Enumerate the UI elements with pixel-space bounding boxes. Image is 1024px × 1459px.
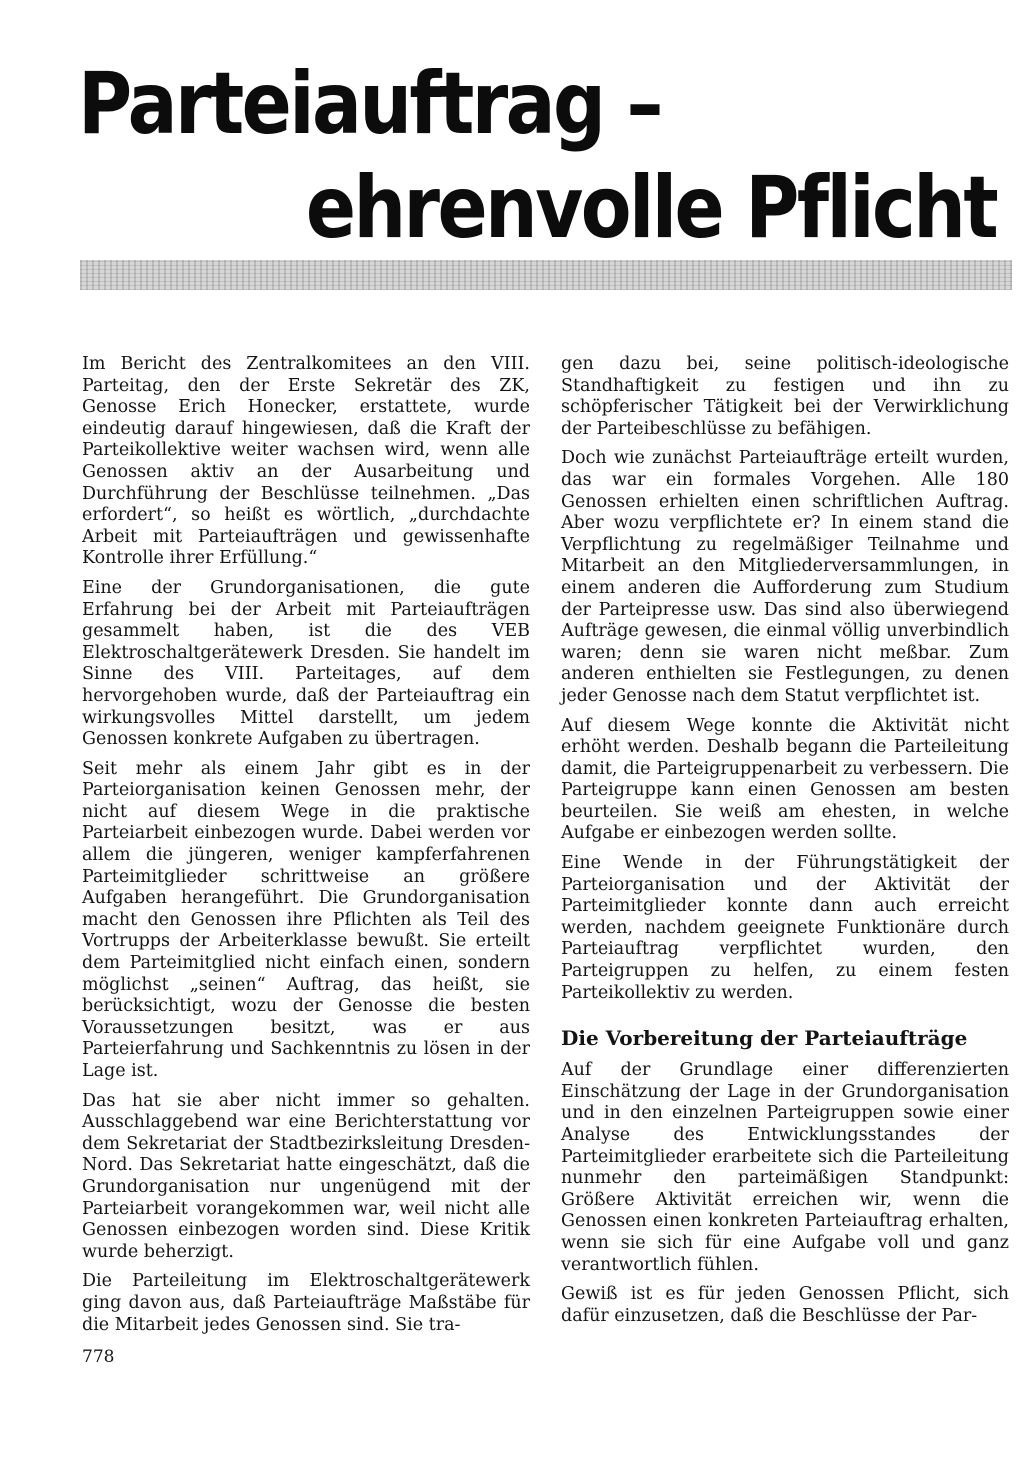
left-column <box>82 354 530 1344</box>
article-title-line-1: Parteiauftrag – <box>78 54 661 154</box>
decorative-rule <box>80 260 1012 290</box>
article-title <box>78 52 997 260</box>
paragraph: Gewiß ist es für jeden Genossen Pflicht, sich dafür einzusetzen, daß die Beschlüsse der Par- <box>561 1284 1009 1326</box>
page-number: 778 <box>82 1347 115 1367</box>
article-title-line-2: ehrenvolle Pflicht <box>305 158 997 258</box>
paragraph: gen dazu bei, seine politisch-ideologische Standhaftigkeit zu festigen und ihn zu schöpferischer Tätigkeit bei der Verwirklichung der Parteibeschlüsse zu befähigen. <box>561 354 1009 439</box>
paragraph: Auf der Grundlage einer differenzierten Einschätzung der Lage in der Grundorganisation und in den einzelnen Parteigruppen sowie einer Analyse des Entwicklungsstandes der Parteimitglieder erarbeitete sich die Parteileitung nunmehr den parteimäßigen Standpunkt: Größere Aktivität erreichen wir, wenn die Genossen einen konkreten Parteiauftrag erhalten, wenn sie sich für eine Aufgabe voll und ganz verantwortlich fühlen. <box>561 1060 1009 1275</box>
right-column <box>561 354 1009 1335</box>
section-heading: Die Vorbereitung der Parteiaufträge <box>561 1026 968 1051</box>
paragraph: Die Parteileitung im Elektroschaltgerätewerk ging davon aus, daß Parteiaufträge Maßstäbe für die Mitarbeit jedes Genossen sind. Sie tra- <box>82 1271 530 1335</box>
paragraph: Seit mehr als einem Jahr gibt es in der Parteiorganisation keinen Genossen mehr, der nicht auf diesem Wege in die praktische Parteiarbeit einbezogen wurde. Dabei werden vor allem die jüngeren, weniger kampferfahrenen Parteimitglieder schrittweise an größere Aufgaben herangeführt. Die Grundorganisation macht den Genossen ihre Pflichten als Teil des Vortrupps der Arbeiterklasse bewußt. Sie erteilt dem Parteimitglied nicht einfach einen, sondern möglichst „seinen“ Auftrag, das heißt, sie berücksichtigt, wozu der Genosse die besten Voraussetzungen besitzt, was er aus Parteierfahrung und Sachkenntnis zu lösen in der Lage ist. <box>82 758 530 1081</box>
paragraph: Das hat sie aber nicht immer so gehalten. Ausschlaggebend war eine Berichterstattung vor dem Sekretariat der Stadtbezirksleitung Dresden-Nord. Das Sekretariat hatte eingeschätzt, daß die Grundorganisation nur ungenügend mit der Parteiarbeit vorangekommen war, weil nicht alle Genossen einbezogen worden sind. Diese Kritik wurde beherzigt. <box>82 1090 530 1262</box>
paragraph: Eine Wende in der Führungstätigkeit der Parteiorganisation und der Aktivität der Parteimitglieder konnte dann auch erreicht werden, nachdem geeignete Funktionäre durch Parteiauftrag verpflichtet wurden, den Parteigruppen zu helfen, zu einem festen Parteikollektiv zu werden. <box>561 853 1009 1003</box>
paragraph: Doch wie zunächst Parteiaufträge erteilt wurden, das war ein formales Vorgehen. Alle 180 Genossen erhielten einen schriftlichen Auftrag. Aber wozu verpflichtete er? In einem stand die Verpflichtung zu regelmäßiger Teilnahme und Mitarbeit an den Mitgliederversammlungen, in einem anderen die Aufforderung zum Studium der Parteipresse usw. Das sind also überwiegend Aufträge gewesen, die einmal völlig unverbindlich waren; denn sie waren nicht meßbar. Zum anderen enthielten sie Festlegungen, zu denen jeder Genosse nach dem Statut verpflichtet ist. <box>561 448 1009 706</box>
paragraph: Auf diesem Wege konnte die Aktivität nicht erhöht werden. Deshalb begann die Parteileitung damit, die Parteigruppenarbeit zu verbessern. Die Parteigruppe kann einen Genossen am besten beurteilen. Sie weiß am ehesten, in welche Aufgabe er einbezogen werden sollte. <box>561 715 1009 844</box>
paragraph: Eine der Grundorganisationen, die gute Erfahrung bei der Arbeit mit Parteiaufträgen gesammelt haben, ist die des VEB Elektroschaltgerätewerk Dresden. Sie handelt im Sinne des VIII. Parteitages, auf dem hervorgehoben wurde, daß der Parteiauftrag ein wirkungsvolles Mittel darstellt, um jedem Genossen konkrete Aufgaben zu übertragen. <box>82 577 530 750</box>
paragraph: Im Bericht des Zentralkomitees an den VIII. Parteitag, den der Erste Sekretär des ZK, Genosse Erich Honecker, erstattete, wurde eindeutig darauf hingewiesen, daß die Kraft der Parteikollektive weiter wachsen wird, wenn alle Genossen aktiv an der Ausarbeitung und Durchführung der Beschlüsse teilnehmen. „Das erfordert“, so heißt es wörtlich, „durchdachte Arbeit mit Parteiaufträgen und gewissenhafte Kontrolle ihrer Erfüllung.“ <box>82 354 530 569</box>
